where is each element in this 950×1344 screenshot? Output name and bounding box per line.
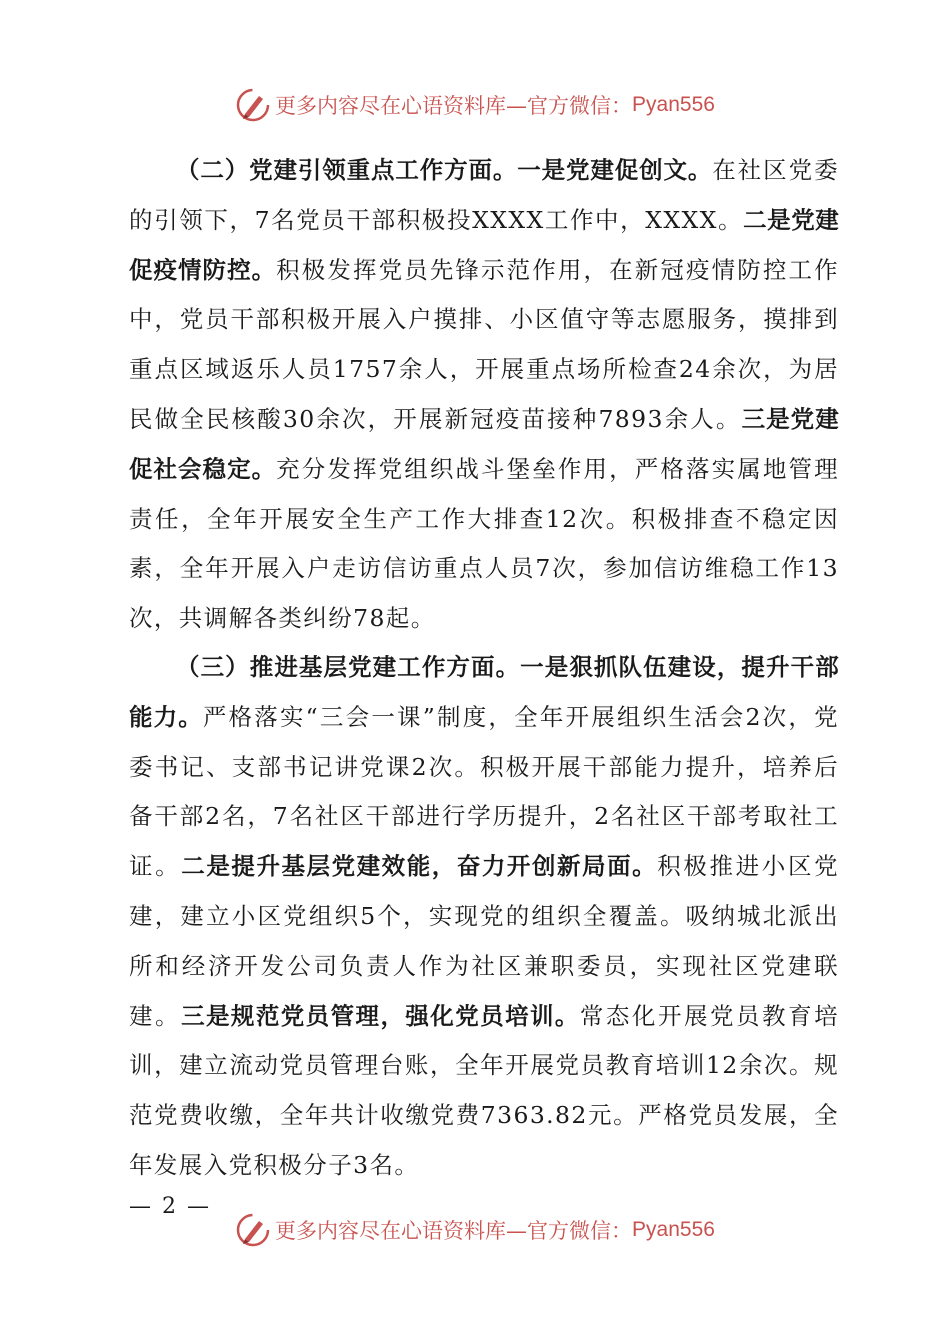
body-text-segment: 严格落实“三会一课”制度，全年开展组织生活会2次，党委书记、支部书记讲党课2次。积极开展干部能力提升，培养后备干部2名，7名社区干部进行学历提升，2名社区干部考取社工证。 — [129, 702, 839, 881]
body-text-segment: 常态化开展党员教育培训，建立流动党员管理台账，全年开展党员教育培训12余次。规范党费收缴，全年共计收缴党费7363.82元。严格党员发展，全年发展入党积极分子3名。 — [129, 1001, 839, 1179]
watermark-top — [0, 83, 950, 127]
watermark-text: 更多内容尽在心语资料库—官方微信： — [275, 1219, 633, 1243]
watermark-bottom — [0, 1208, 950, 1252]
body-text-segment: 在社区党委的引领下，7名党员干部积极投XXXX工作中，XXXX。 — [129, 156, 839, 234]
watermark-wechat-id: Pyan556 — [632, 93, 715, 116]
pen-logo-icon — [235, 1212, 271, 1248]
body-text-segment: 积极推进小区党建，建立小区党组织5个，实现党的组织全覆盖。吸纳城北派出所和经济开发公司负责人作为社区兼职委员，实现社区党建联建。 — [129, 852, 839, 1030]
bold-heading-segment: 三是规范党员管理，强化党员培训。 — [181, 1001, 580, 1030]
body-text-segment: 积极发挥党员先锋示范作用，在新冠疫情防控工作中，党员干部积极开展入户摸排、小区值守等志愿服务，摸排到重点区域返乐人员1757余人，开展重点场所检查24余次，为居民做全民核酸30余次，开展新冠疫苗接种7893余人。 — [129, 255, 839, 433]
page-number: — 2 — — [129, 1194, 211, 1219]
bold-heading-segment: （三）推进基层党建工作方面。一是狠抓队伍建设，提升干部能力。 — [129, 653, 839, 731]
pen-logo-icon — [235, 87, 271, 123]
paragraph-grassroots-party-building — [129, 643, 839, 1191]
bold-heading-segment: （二）党建引领重点工作方面。一是党建促创文。 — [176, 156, 713, 184]
bold-heading-segment: 二是提升基层党建效能，奋力开创新局面。 — [181, 852, 658, 881]
paragraph-party-building-key-work — [129, 146, 839, 644]
watermark-text: 更多内容尽在心语资料库—官方微信： — [275, 94, 633, 118]
watermark-wechat-id: Pyan556 — [632, 1218, 715, 1241]
bold-heading-segment: 二是党建促疫情防控。 — [129, 205, 840, 284]
body-text-segment: 充分发挥党组织战斗堡垒作用，严格落实属地管理责任，全年开展安全生产工作大排查12次。积极排查不稳定因素，全年开展入户走访信访重点人员7次，参加信访维稳工作13次，共调解各类纠纷78起。 — [129, 454, 839, 633]
bold-heading-segment: 三是党建促社会稳定。 — [129, 404, 840, 483]
